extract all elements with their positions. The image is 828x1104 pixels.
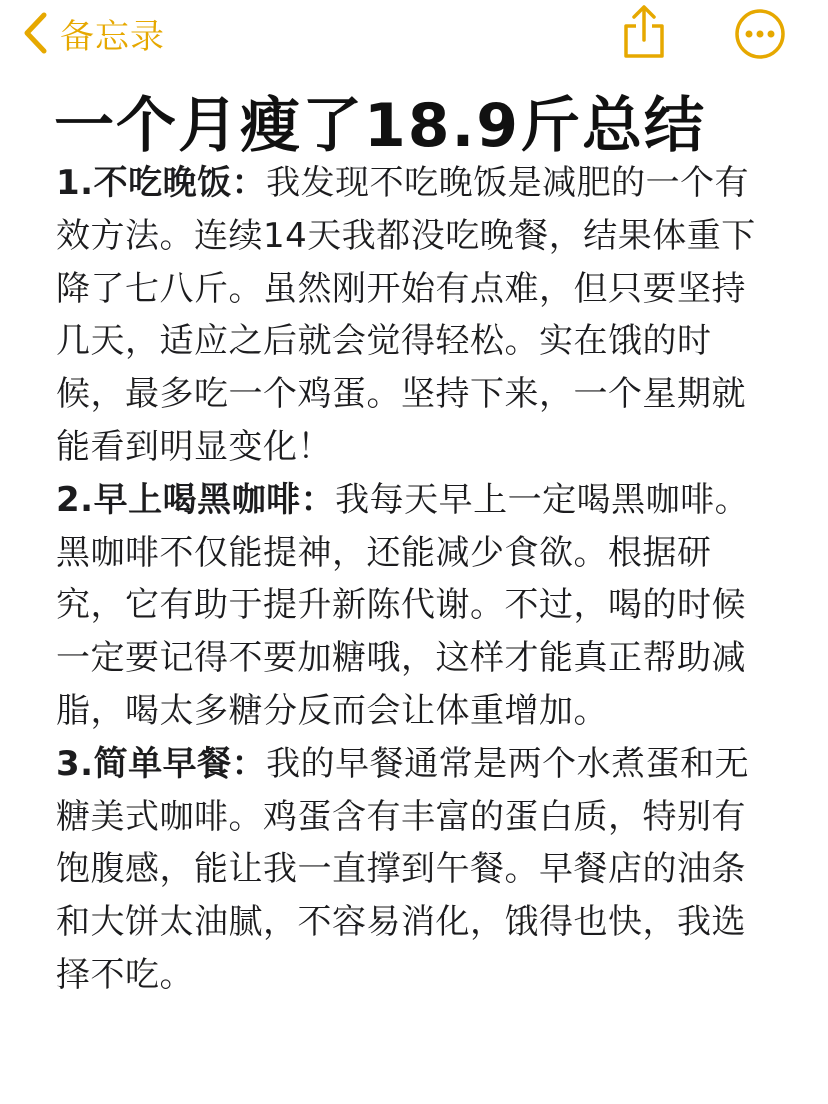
note-section bbox=[56, 474, 772, 738]
back-button[interactable] bbox=[22, 10, 165, 56]
share-button[interactable] bbox=[620, 4, 668, 60]
note-title: 一个月瘦了18.9斤总结 bbox=[54, 91, 707, 161]
share-icon bbox=[620, 4, 668, 60]
note-body[interactable] bbox=[56, 157, 772, 1002]
more-icon bbox=[734, 8, 786, 60]
note-section bbox=[56, 738, 772, 1002]
back-label: 备忘录 bbox=[60, 16, 165, 57]
chevron-left-icon bbox=[22, 12, 48, 54]
section-heading: 1.不吃晚饭： bbox=[56, 163, 267, 203]
note-section bbox=[56, 157, 772, 474]
section-text: 我的早餐通常是两个水煮蛋和无糖美式咖啡。鸡蛋含有丰富的蛋白质，特别有饱腹感，能让我一直撑到午餐。早餐店的油条和大饼太油腻，不容易消化，饿得也快，我选择不吃。 bbox=[56, 743, 750, 995]
more-button[interactable] bbox=[734, 8, 786, 60]
section-heading: 3.简单早餐： bbox=[56, 743, 267, 784]
section-text: 我发现不吃晚饭是减肥的一个有效方法。连续14天我都没吃晚餐，结果体重下降了七八斤。虽然刚开始有点难，但只要坚持几天，适应之后就会觉得轻松。实在饿的时候，最多吃一个鸡蛋。坚持下来，一个星期就能看到明显变化！ bbox=[56, 163, 756, 467]
navigation-bar bbox=[0, 0, 828, 70]
section-heading: 2.早上喝黑咖啡： bbox=[56, 479, 336, 520]
section-text: 我每天早上一定喝黑咖啡。黑咖啡不仅能提神，还能减少食欲。根据研究，它有助于提升新陈代谢。不过，喝的时候一定要记得不要加糖哦，这样才能真正帮助减脂，喝太多糖分反而会让体重增加。 bbox=[56, 479, 750, 731]
